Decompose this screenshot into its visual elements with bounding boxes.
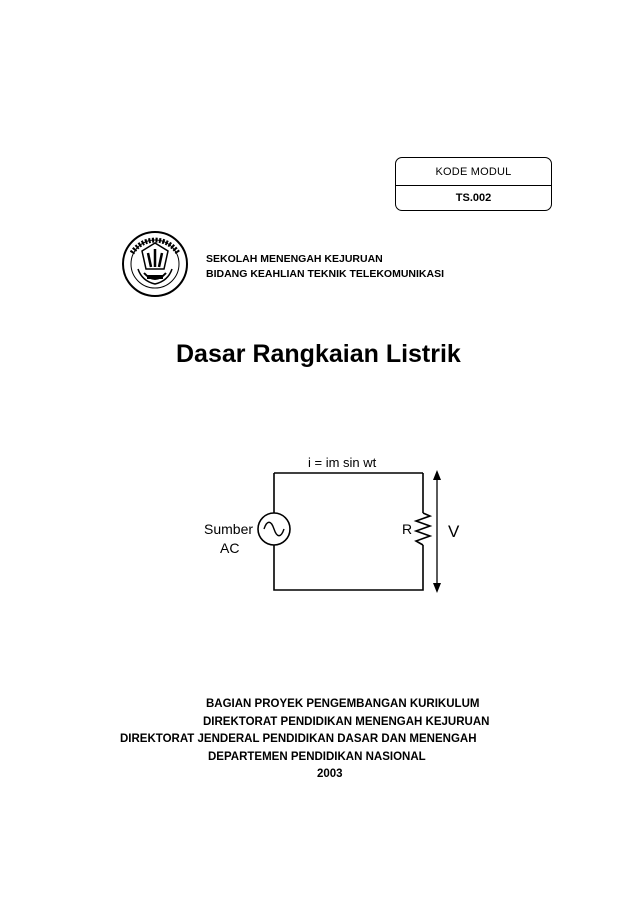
footer-year: 2003 bbox=[317, 768, 343, 780]
module-title: Dasar Rangkaian Listrik bbox=[176, 340, 461, 368]
ac-circuit-diagram bbox=[190, 440, 490, 600]
footer-line-3: DIREKTORAT JENDERAL PENDIDIKAN DASAR DAN MENENGAH bbox=[120, 733, 477, 745]
school-header bbox=[206, 252, 444, 282]
tut-wuri-handayani-logo bbox=[120, 229, 190, 299]
school-line-2: BIDANG KEAHLIAN TEKNIK TELEKOMUNIKASI bbox=[206, 268, 444, 280]
school-line-1: SEKOLAH MENENGAH KEJURUAN bbox=[206, 253, 383, 265]
kode-modul-value: TS.002 bbox=[455, 192, 492, 204]
resistor-label: R bbox=[402, 521, 413, 537]
resistor-symbol bbox=[416, 513, 430, 545]
voltage-arrow bbox=[433, 470, 441, 593]
source-label-line-1: Sumber bbox=[204, 521, 254, 537]
source-label-line-2: AC bbox=[220, 540, 240, 556]
ac-source-symbol bbox=[258, 513, 290, 545]
kode-modul-label: KODE MODUL bbox=[396, 160, 551, 186]
kode-modul-box bbox=[395, 157, 552, 211]
current-equation: i = im sin wt bbox=[308, 455, 377, 470]
footer-line-2: DIREKTORAT PENDIDIKAN MENENGAH KEJURUAN bbox=[203, 715, 490, 728]
voltage-label: V bbox=[448, 522, 460, 541]
circuit-wire bbox=[274, 473, 423, 590]
publisher-block bbox=[120, 696, 540, 784]
footer-line-1: BAGIAN PROYEK PENGEMBANGAN KURIKULUM bbox=[206, 698, 480, 710]
footer-line-4: DEPARTEMEN PENDIDIKAN NASIONAL bbox=[208, 750, 426, 763]
